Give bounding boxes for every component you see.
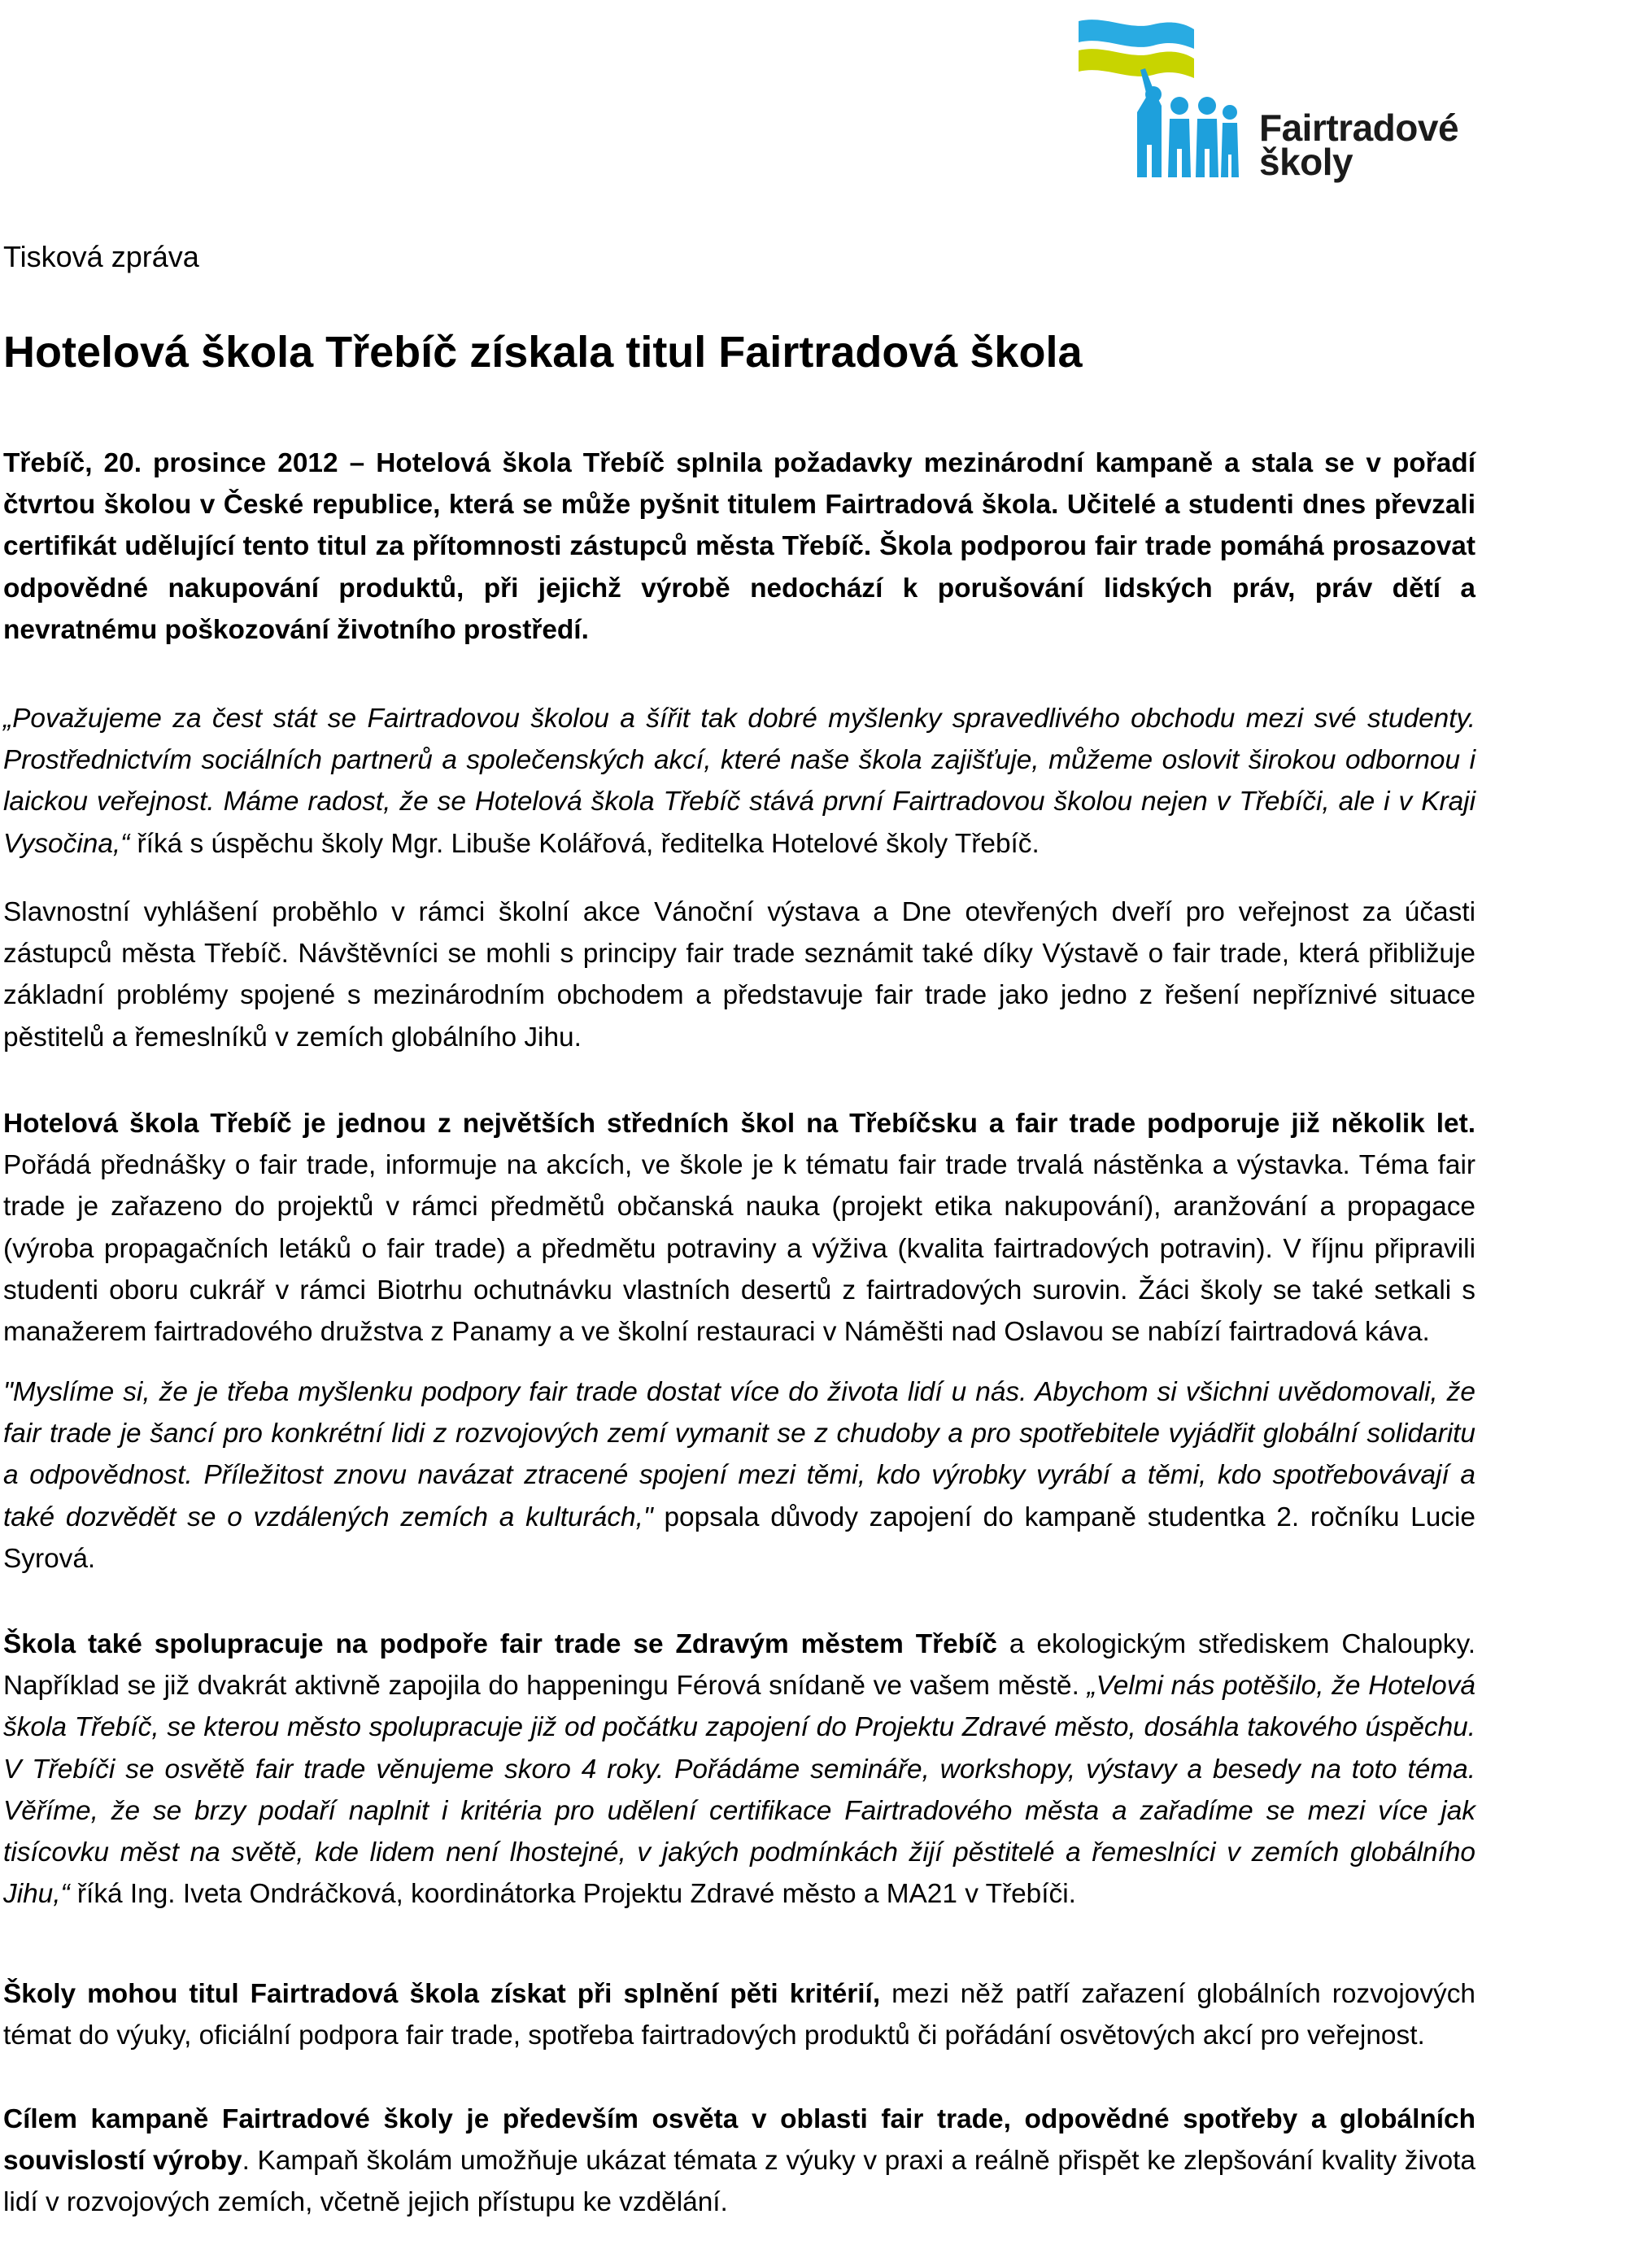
logo-line-2: školy [1259,141,1353,183]
goal-lead: Cílem kampaně Fairtradové školy je především osvěta v oblasti fair trade, odpovědné spotřeby a globálních souvislostí výroby [3,2104,1475,2177]
criteria-paragraph [3,1973,1475,2056]
criteria-text: mezi něž patří zařazení globálních rozvojových témat do výuky, oficiální podpora fair trade, spotřeba fairtradových produktů či pořádání osvětových akcí pro veřejnost. [3,1979,1476,2051]
logo-line-1: Fairtradové [1259,107,1459,149]
school-lead: Hotelová škola Třebíč je jednou z největších středních škol na Třebíčsku a fair trade podporuje již několik let. [3,1109,1475,1139]
quote-1-attribution: říká s úspěchu školy Mgr. Libuše Kolářová, ředitelka Hotelové školy Třebíč. [129,828,1040,859]
city-paragraph [3,1624,1475,1915]
ceremony-paragraph [3,891,1475,1058]
quote-paragraph-1 [3,698,1475,865]
city-attribution: říká Ing. Iveta Ondráčková, koordinátorka Projektu Zdravé město a MA21 v Třebíči. [69,1879,1076,1910]
intro-paragraph [3,442,1475,651]
quote-2-attribution: popsala důvody zapojení do kampaně studentka 2. ročníku Lucie Syrová. [3,1502,1475,1574]
fairtrade-schools-logo [1072,15,1479,190]
school-paragraph [3,1103,1475,1353]
quote-1-text: „Považujeme za čest stát se Fairtradovou školou a šířit tak dobré myšlenky spravedlivého obchodu mezi své studenty. Prostřednictvím sociálních partnerů a společenských akcí, které naše škola zajišťuje, můžeme oslovit širokou odbornou i laickou veřejnost. Máme radost, že se Hotelová škola Třebíč stává první Fairtradovou školou nejen v Třebíči, ale i v Kraji Vysočina,“ [3,704,1475,859]
intro-text: Třebíč, 20. prosince 2012 – Hotelová škola Třebíč splnila požadavky mezinárodní kampaně a stala se v pořadí čtvrtou školou v České republice, která se může pyšnit titulem Fairtradová škola. Učitelé a studenti dnes převzali certifikát udělující tento titul za přítomnosti zástupců města Třebíč. Škola podporou fair trade pomáhá prosazovat odpovědné nakupování produktů, při jejichž výrobě nedochází k porušování lidských práv, práv dětí a nevratnému poškozování životního prostředí. [3,448,1475,645]
city-quote: „Velmi nás potěšilo, že Hotelová škola Třebíč, se kterou město spolupracuje již od počátku zapojení do Projektu Zdravé město, dosáhla takového úspěchu. V Třebíči se osvětě fair trade věnujeme skoro 4 roky. Pořádáme semináře, workshopy, výstavy a besedy na toto téma. Věříme, že se brzy podaří naplnit i kritéria pro udělení certifikace Fairtradového města a zařadíme se mezi více jak tisícovku měst na světě, kde lidem není lhostejné, v jakých podmínkách žijí pěstitelé a řemeslníci v zemích globálního Jihu,“ [3,1671,1475,1910]
document-type: Tisková zpráva [3,240,199,273]
quote-paragraph-2 [3,1371,1475,1580]
page-title: Hotelová škola Třebíč získala titul Fairtradová škola [3,328,1083,377]
ceremony-text: Slavnostní vyhlášení proběhlo v rámci školní akce Vánoční výstava a Dne otevřených dveří pro veřejnost za účasti zástupců města Třebíč. Návštěvníci se mohli s principy fair trade seznámit také díky Výstavě o fair trade, která přibližuje základní problémy spojené s mezinárodním obchodem a představuje fair trade jako jedno z řešení nepříznivé situace pěstitelů a řemeslníků v zemích globálního Jihu. [3,897,1475,1053]
goal-text: . Kampaň školám umožňuje ukázat témata z výuky v praxi a reálně přispět ke zlepšování kvality života lidí v rozvojových zemích, včetně jejich přístupu ke vzdělání. [3,2146,1475,2218]
city-lead: Škola také spolupracuje na podpoře fair trade se Zdravým městem Třebíč [3,1629,997,1659]
flag-figures-icon [1072,15,1259,190]
school-text: Pořádá přednášky o fair trade, informuje na akcích, ve škole je k tématu fair trade trvalá nástěnka a výstavka. Téma fair trade je zařazeno do projektů v rámci předmětů občanská nauka (projekt etika nakupování), aranžování a propagace (výroba propagačních letáků o fair trade) a předmětu potraviny a výživa (kvalita fairtradových potravin). V říjnu připravili studenti oboru cukrář v rámci Biotrhu ochutnávku vlastních desertů z fairtradových surovin. Žáci školy se také setkali s manažerem fairtradového družstva z Panamy a ve školní restauraci v Náměšti nad Oslavou se nabízí fairtradová káva. [3,1150,1475,1348]
goal-paragraph [3,2099,1475,2224]
criteria-lead: Školy mohou titul Fairtradová škola získat při splnění pěti kritérií, [3,1979,881,2009]
quote-2-text: "Myslíme si, že je třeba myšlenku podpory fair trade dostat více do života lidí u nás. Abychom si všichni uvědomovali, že fair trade je šancí pro konkrétní lidi z rozvojových zemí vymanit se z chudoby a pro spotřebitele vyjádřit globální solidaritu a odpovědnost. Příležitost znovu navázat ztracené spojení mezi těmi, kdo výrobky vyrábí a těmi, kdo spotřebovávají a také dozvědět se o vzdálených zemích a kulturách," [3,1377,1475,1532]
logo-text [1259,107,1459,183]
city-text-1: a ekologickým střediskem Chaloupky. Například se již dvakrát aktivně zapojila do happeningu Férová snídaně ve vašem městě. [3,1629,1475,1702]
